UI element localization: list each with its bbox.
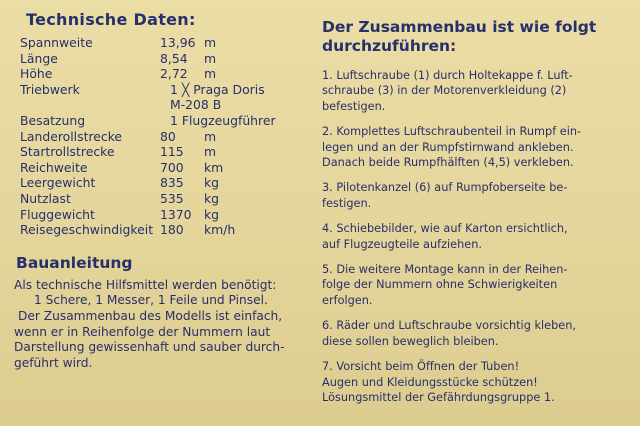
spec-label: Besatzung [20,112,86,128]
spec-label: Landerollstrecke [20,128,123,144]
procedure-step-line: Augen und Kleidungsstücke schützen! [322,375,538,389]
procedure-step-line: 6. Räder und Luftschraube vorsichtig kleben, [322,319,576,333]
spec-label: Triebwerk [20,81,80,97]
spec-row [14,97,314,113]
spec-row [14,82,314,98]
assembly-line: geführt wird. [14,355,93,370]
spec-row [14,175,314,191]
spec-unit: m [204,35,217,50]
spec-value: 535 [160,190,184,206]
procedure-heading-line2: durchzuführen: [322,37,457,55]
spec-row [14,222,314,238]
procedure-step-line: folge der Nummern ohne Schwierigkeiten [322,278,558,292]
procedure-step-line: Danach beide Rumpfhälften (4,5) verkleben. [322,156,574,170]
procedure-step-line: befestigen. [322,99,386,113]
spec-row [14,35,314,51]
assembly-line: wenn er in Reihenfolge der Nummern laut [14,324,271,339]
spec-row [14,129,314,145]
procedure-step-line: legen und an der Rumpfstirnwand ankleben. [322,140,574,154]
spec-label: Höhe [20,66,53,82]
spec-label: Reichweite [20,159,88,175]
spec-label: Nutzlast [20,190,71,206]
spec-row [14,160,314,176]
procedure-step [322,262,634,308]
spec-unit: kg [204,175,220,191]
spec-label: Fluggewicht [20,206,95,222]
spec-row [14,144,314,160]
left-column [14,10,314,371]
assembly-paragraph [14,278,300,372]
assembly-line: Darstellung gewissenhaft und sauber durch- [14,340,285,355]
procedure-step-line: festigen. [322,196,372,210]
assembly-line: Als technische Hilfsmittel werden benötigt: [14,277,277,292]
procedure-step-line: 1. Luftschraube (1) durch Holtekappe f. Luft- [322,69,573,82]
procedure-step-line: 7. Vorsicht beim Öffnen der Tuben! [322,360,520,374]
spec-value: 8,54 [160,50,188,66]
spec-value: 835 [160,175,184,191]
spec-unit: m [204,144,217,160]
right-column [322,18,634,415]
assembly-heading: Bauanleitung [16,253,133,272]
procedure-step [322,180,634,211]
procedure-step [322,318,634,349]
spec-value: 1 ╳ Praga Doris [170,81,265,97]
spec-label: Startrollstrecke [20,144,115,160]
spec-unit: kg [204,206,220,222]
spec-row [14,113,314,129]
spec-table [14,35,314,238]
assembly-line: 1 Schere, 1 Messer, 1 Feile und Pinsel. [34,293,268,308]
tech-data-heading: Technische Daten: [26,10,196,29]
procedure-step [322,124,634,170]
spec-value: 13,96 [160,35,196,50]
procedure-step-line: schraube (3) in der Motorenverkleidung (2) [322,84,567,98]
spec-unit: m [204,50,217,66]
procedure-step-line: 4. Schiebebilder, wie auf Karton ersichtlich, [322,222,568,236]
procedure-step [322,359,634,405]
procedure-step [322,221,634,252]
spec-value: M-208 B [170,97,222,113]
spec-unit: m [204,128,217,144]
spec-row [14,66,314,82]
spec-value: 1370 [160,206,192,222]
spec-row [14,191,314,207]
procedure-step-line: diese sollen beweglich bleiben. [322,334,499,348]
spec-label: Spannweite [20,35,93,50]
spec-value: 700 [160,159,184,175]
spec-unit: km/h [204,222,236,238]
procedure-step-line: 3. Pilotenkanzel (6) auf Rumpfoberseite be- [322,181,568,195]
spec-row [14,207,314,223]
procedure-step-line: erfolgen. [322,293,373,307]
procedure-step-line: 5. Die weitere Montage kann in der Reihen- [322,263,568,277]
spec-value: 80 [160,128,176,144]
procedure-heading [322,18,634,56]
spec-label: Länge [20,50,58,66]
procedure-heading-line1: Der Zusammenbau ist wie folgt [322,18,597,36]
procedure-steps [322,68,634,405]
spec-unit: km [204,159,224,175]
procedure-step-line: auf Flugzeugteile aufziehen. [322,237,482,251]
spec-label: Leergewicht [20,175,96,191]
spec-value: 115 [160,144,184,160]
spec-unit: kg [204,190,220,206]
spec-unit: m [204,66,217,82]
spec-label: Reisegeschwindigkeit [20,222,154,238]
spec-value: 2,72 [160,66,188,82]
procedure-step-line: Lösungsmittel der Gefährdungsgruppe 1. [322,390,555,404]
assembly-line: Der Zusammenbau des Modells ist einfach, [18,308,283,323]
procedure-step [322,68,634,114]
spec-value: 1 Flugzeugführer [170,112,276,128]
spec-row [14,51,314,67]
spec-value: 180 [160,222,184,238]
procedure-step-line: 2. Komplettes Luftschraubenteil in Rumpf ein- [322,125,582,139]
